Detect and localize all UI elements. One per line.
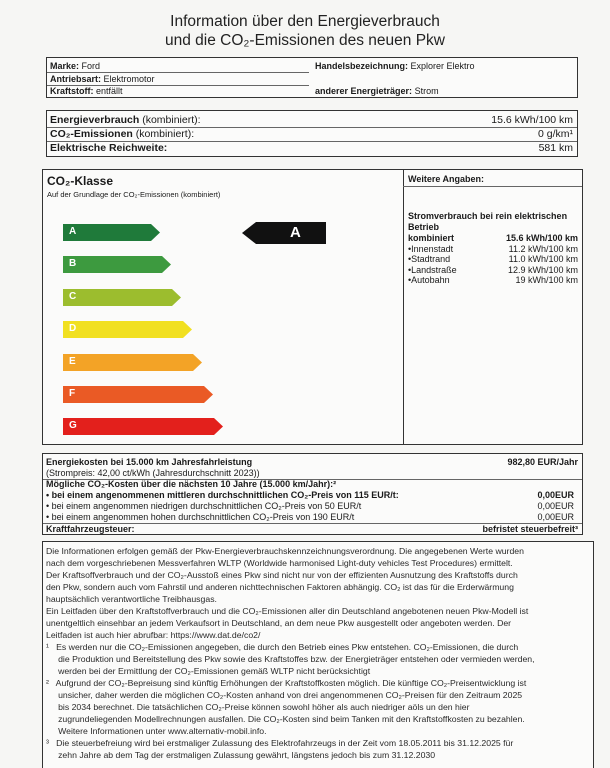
antrieb-value: Elektromotor — [103, 74, 155, 84]
co2-class-letter: F — [69, 388, 76, 399]
further-row-value: 11.2 kWh/100 km — [508, 243, 578, 254]
notes-line: unsicher, daher werden die möglichen CO₂-Kosten anhand von drei angenommenen CO₂-Preisen für den Zeitraum 2025 — [46, 690, 523, 700]
co2-class-arrow-shape — [63, 321, 192, 338]
further-row-value: 11.0 kWh/100 km — [508, 254, 578, 264]
notes-box — [42, 541, 594, 768]
notes-line: den Pkw, sondern auch vom Fahrstil und anderen nichttechnischen Faktoren abhängig. CO₂ ist das für die Erderwärmung — [46, 582, 514, 592]
co2-class-arrow-shape — [63, 289, 181, 306]
co2-class-arrow-b — [63, 256, 171, 273]
co2-cost-low-value: 0,00EUR — [537, 501, 574, 511]
co2-class-letter: B — [69, 258, 77, 269]
co2-cost-high-value: 0,00EUR — [537, 512, 574, 522]
notes-line: zehn Jahre ab dem Tag der erstmaligen Zulassung gewährt, längstens jedoch bis zum 31.12.2030 — [46, 750, 436, 760]
vehicle-info-box — [46, 57, 578, 98]
further-row-value: 15.6 kWh/100 km — [505, 233, 578, 243]
energietraeger-row — [315, 86, 439, 97]
co2-row — [50, 128, 194, 141]
co2-class-letter: E — [69, 356, 76, 367]
further-sub1: Stromverbrauch bei rein elektrischen — [408, 211, 568, 221]
notes-line: ³ Die steuerbefreiung wird bei erstmaliger Zulassung des Elektrofahrzeugs in der Zeit vom 18.05.2011 bis 31.12.2025 für — [46, 738, 514, 748]
co2-class-arrow-shape — [63, 386, 213, 403]
energy-value: 15.6 kWh/100 km — [491, 114, 573, 126]
further-sub2: Betrieb — [408, 222, 440, 232]
co2-class-letter: G — [69, 420, 77, 431]
co2-class-arrow-shape — [63, 418, 223, 435]
co2-class-heading: CO₂-Klasse — [47, 174, 114, 188]
further-row-label: •Autobahn — [408, 275, 450, 285]
further-row-label: •Stadtrand — [408, 254, 451, 264]
antrieb-label: Antriebsart: — [50, 74, 102, 84]
co2-class-letter: A — [69, 226, 77, 237]
handel-value: Explorer Elektro — [410, 61, 475, 71]
co2-cost-mid-value: 0,00EUR — [537, 490, 574, 500]
kraftstoff-value: entfällt — [96, 86, 123, 96]
co2-class-arrow-shape — [63, 354, 202, 371]
further-row-value: 19 kWh/100 km — [515, 275, 578, 285]
notes-line: Der Kraftsoffverbrauch und der CO₂-Ausstoß eines Pkw sind nicht nur von der effizienten Ausnutzung des Kraftstoffs durch — [46, 570, 518, 580]
co2-value: 0 g/km¹ — [537, 128, 573, 140]
co2-class-arrow-g — [63, 418, 223, 435]
notes-line: Weitere Informationen unter www.alternativ-mobil.info. — [46, 726, 267, 736]
strompreis: (Strompreis: 42,00 ct/kWh (Jahresdurchschnitt 2023)) — [46, 468, 260, 478]
co2-class-arrow-e — [63, 354, 202, 371]
marke-label: Marke: — [50, 61, 80, 71]
handel-row — [315, 61, 475, 72]
marke-value: Ford — [81, 61, 101, 71]
document-title — [0, 12, 610, 50]
notes-line: unentgeltlich einsehbar an jedem Verkaufsort in Deutschland, an dem neue Pkw ausgestellt oder angeboten werden. Der — [46, 618, 512, 628]
energy-costs-value: 982,80 EUR/Jahr — [507, 457, 578, 467]
kraftstoff-row — [50, 86, 123, 97]
further-row-label: kombiniert — [408, 233, 455, 243]
energy-label-suffix: (kombiniert): — [139, 114, 201, 126]
notes-line: ¹ Es werden nur die CO₂-Emissionen angegeben, die durch den Betrieb eines Pkw entstehen. CO₂-Emissionen, die durch — [46, 642, 519, 652]
co2-label-suffix: (kombiniert): — [132, 128, 195, 140]
co2-class-letter: C — [69, 291, 77, 302]
tax-label: Kraftfahrzeugsteuer: — [46, 524, 135, 534]
co2-class-arrow-c — [63, 289, 181, 306]
notes-line: Die Informationen erfolgen gemäß der Pkw-Energieverbrauchskennzeichnungsverordnung. Die angegebenen Werte wurden — [46, 546, 524, 556]
co2-cost-low-label: • bei einem angenommen niedrigen durchschnittlichen CO₂-Preis von 50 EUR/t — [46, 501, 362, 511]
co2-class-arrow-f — [63, 386, 213, 403]
further-row-value: 12.9 kWh/100 km — [507, 264, 578, 275]
current-class-letter: A — [290, 224, 301, 241]
further-row-label: •Landstraße — [408, 264, 457, 275]
tax-value: befristet steuerbefreit³ — [482, 524, 578, 534]
notes-line: zugrundeliegenden Modellrechnungen ausfallen. Die CO₂-Kosten sind beim Tanken mit den Kraftstoffkosten zu bezahlen. — [46, 714, 525, 724]
co2-class-letter: D — [69, 323, 77, 334]
energietraeger-value: Strom — [414, 86, 439, 96]
antrieb-row — [50, 74, 155, 85]
consumption-box — [46, 110, 578, 157]
notes-line: nach dem vorgeschriebenen Messverfahren WLTP (Worldwide harmonised Light-duty vehicles Test Procedures) ermittelt. — [46, 558, 513, 568]
notes-line: Leitfaden ist auch hier abrufbar: https://www.dat.de/co2/ — [46, 630, 261, 640]
energy-costs-label: Energiekosten bei 15.000 km Jahresfahrleistung — [46, 457, 253, 467]
notes-line: ² Aufgrund der CO₂-Bepreisung sind künftig Erhöhungen der Kraftstoffkosten möglich. Die künftige CO₂-Preisentwicklung ist — [46, 678, 527, 688]
further-row-label: •Innenstadt — [408, 243, 454, 254]
notes-line: die Produktion und Bereitstellung des Pkw sowie des Kraftstoffes bzw. der Energieträger entstehen oder vermieden werden, — [46, 654, 535, 664]
costs-box — [42, 453, 583, 535]
co2-class-arrow-shape — [63, 256, 171, 273]
co2-class-arrow-a — [63, 224, 160, 241]
title-line-2: und die CO₂-Emissionen des neuen Pkw — [165, 32, 445, 49]
co2-class-arrow-d — [63, 321, 192, 338]
energy-row — [50, 114, 201, 127]
co2-cost-mid-label: • bei einem angenommenen mittleren durchschnittlichen CO₂-Preis von 115 EUR/t: — [46, 490, 399, 500]
current-class-arrow-icon — [242, 222, 326, 244]
range-value: 581 km — [538, 142, 573, 154]
notes-line: werden bei der Ermittlung der CO₂-Emissionen gemäß WLTP nicht berücksichtigt — [46, 666, 371, 676]
current-class-marker — [242, 222, 326, 244]
title-line-1: Information über den Energieverbrauch — [170, 13, 440, 30]
marke-row — [50, 61, 100, 72]
co2-class-subheading: Auf der Grundlage der CO₂-Emissionen (kombiniert) — [47, 190, 221, 199]
co2-class-box — [42, 169, 583, 445]
further-heading: Weitere Angaben: — [408, 174, 485, 184]
co2-cost-high-label: • bei einem angenommen hohen durchschnittlichen CO₂-Preis von 190 EUR/t — [46, 512, 355, 522]
range-label: Elektrische Reichweite: — [50, 142, 168, 154]
energy-label: Energieverbrauch — [50, 114, 140, 126]
kraftstoff-label: Kraftstoff: — [50, 86, 94, 96]
energietraeger-label: anderer Energieträger: — [315, 86, 413, 96]
notes-line: Ein Leitfaden über den Kraftstoffverbrauch und die CO₂-Emissionen aller din Deutschland angebotenen neuen Pkw-Modell ist — [46, 606, 529, 616]
co2-label: CO₂-Emissionen — [50, 128, 133, 140]
co2-costs-heading: Mögliche CO₂-Kosten über die nächsten 10 Jahre (15.000 km/Jahr):² — [46, 479, 337, 489]
notes-line: hauptsächlich verantwortliche Treibhausgas. — [46, 594, 217, 604]
handel-label: Handelsbezeichnung: — [315, 61, 409, 71]
notes-line: bis 2034 berechnet. Die tatsächlichen CO₂-Preise können sowohl höher als auch niedriger aöls un den hier — [46, 702, 470, 712]
co2-class-arrow-shape — [63, 224, 160, 241]
